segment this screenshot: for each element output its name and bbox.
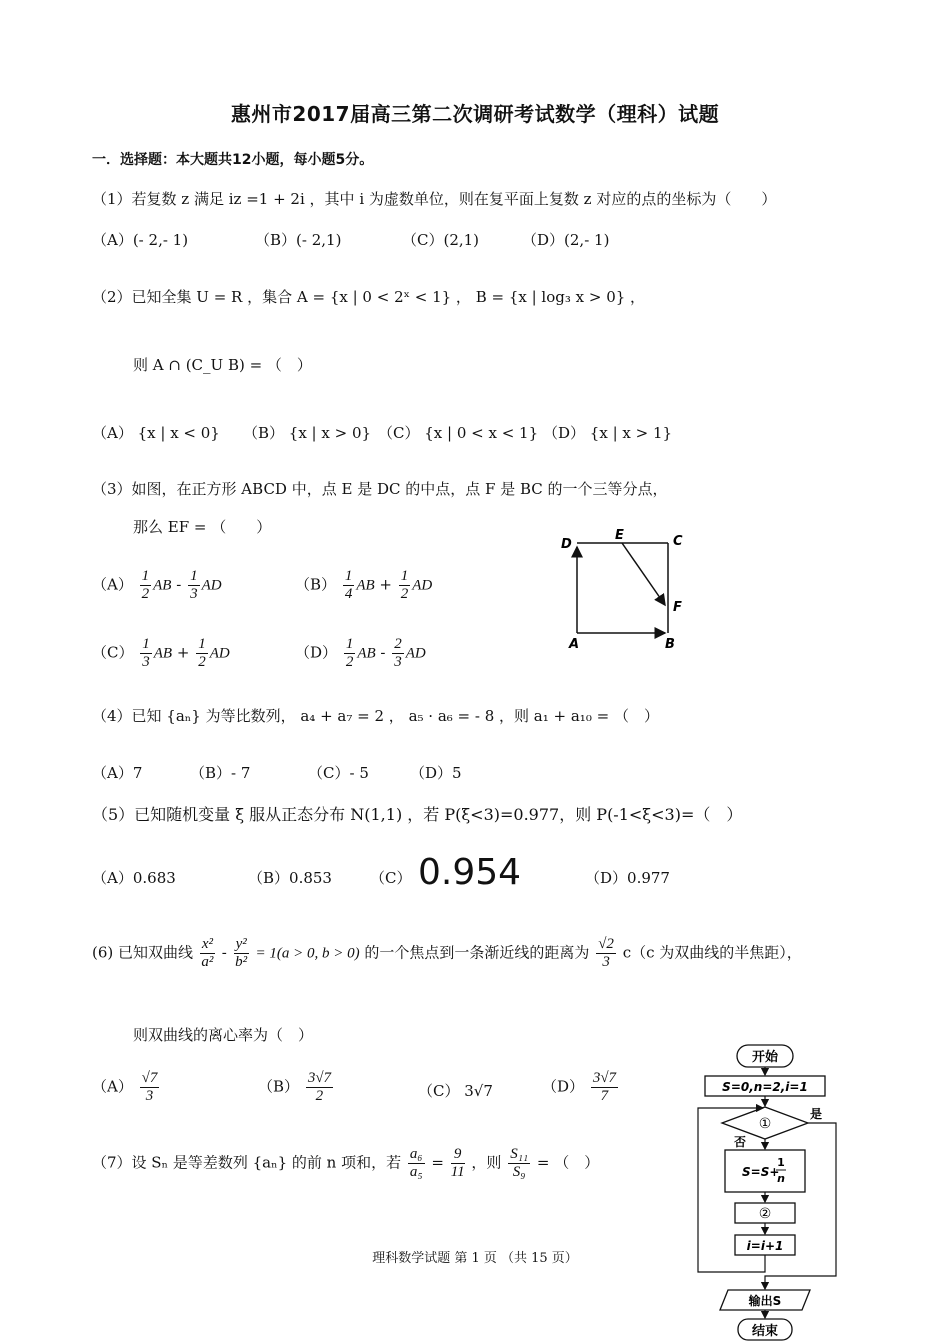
q5-option-c-label: （C） <box>370 869 412 887</box>
q7-stem: （7）设 Sₙ 是等差数列 {aₙ} 的前 n 项和，若 $\frac{\text{a₆}}{\text{a₅}}$ = $\frac{9}{11}$ ，则 $\frac{\text{S₁₁}}{\text{S₉}}$ = （ ） <box>92 1146 600 1180</box>
q6-stem-2: 则双曲线的离心率为（ ） <box>133 1026 314 1044</box>
q5-option-a: （A）0.683 <box>92 869 176 887</box>
q1-option-d: （D）(2,- 1) <box>522 231 610 249</box>
page-footer: 理科数学试题 第 1 页 （共 15 页） <box>372 1251 578 1266</box>
q6-stem-mid: 的一个焦点到一条渐近线的距离为 <box>364 943 590 962</box>
flow-init-label: S=0,n=2,i=1 <box>722 1080 808 1094</box>
q6-stem-eq: = 1(a > 0, b > 0) <box>255 945 360 962</box>
q4-option-d: （D）5 <box>410 764 462 782</box>
flowchart <box>690 1040 850 1344</box>
q5-stem: （5）已知随机变量 ξ 服从正态分布 N(1,1) ，若 P(ξ<3)=0.977，则 P(-1<ξ<3)=（ ） <box>92 805 743 824</box>
q2-stem-2: 则 A ∩ (C_U B) = （ ） <box>133 356 312 374</box>
q3-option-b-label: （B） <box>295 575 337 594</box>
square-figure <box>555 525 700 653</box>
q6-stem: (6) 已知双曲线 $\frac{\text{x²}}{\text{a²}}$ - $\frac{\text{y²}}{\text{b²}}$ = 1(a > 0, b > 0) 的一个焦点到一条渐近线的距离为 $\frac{√2}{3}$ c（c 为双曲线的半焦距）， <box>92 936 802 970</box>
label-e: E <box>615 528 624 543</box>
flow-yes-label: 是 <box>810 1107 823 1121</box>
q1-stem: （1）若复数 z 满足 iz =1 + 2i ，其中 i 为虚数单位，则在复平面上复数 z 对应的点的坐标为（ ） <box>92 190 777 208</box>
q3-option-a-label: （A） <box>92 575 133 594</box>
flow-step-frac-num: 1 <box>777 1156 785 1169</box>
q5-option-b: （B）0.853 <box>248 869 332 887</box>
q6-option-d-label: （D） <box>542 1077 585 1096</box>
label-c: C <box>673 534 683 549</box>
flow-step-2-label: ② <box>758 1206 772 1222</box>
q4-option-b: （B）- 7 <box>190 764 251 782</box>
section-heading: 一．选择题：本大题共12小题，每小题5分。 <box>92 152 374 168</box>
q3-option-d-label: （D） <box>295 643 338 662</box>
q3-option-c-label: （C） <box>92 643 134 662</box>
label-b: B <box>665 637 675 652</box>
q7-stem-post: = （ ） <box>536 1153 600 1172</box>
flow-step-increment-label: i=i+1 <box>746 1239 784 1253</box>
page-title: 惠州市2017届高三第二次调研考试数学（理科）试题 <box>230 102 720 126</box>
flow-start-label: 开始 <box>751 1050 779 1065</box>
q6-stem-pre: (6) 已知双曲线 <box>92 943 194 962</box>
q1-option-b: （B）(- 2,1) <box>255 231 342 249</box>
vector-ef <box>622 543 665 605</box>
label-d: D <box>561 537 572 552</box>
q2-option-d: （D） {x | x > 1} <box>543 424 673 442</box>
q5-option-d: （D）0.977 <box>585 869 670 887</box>
q4-stem: （4）已知 {aₙ} 为等比数列， a₄ + a₇ = 2 ， a₅ · a₆ = - 8 ，则 a₁ + a₁₀ = （ ） <box>92 707 659 725</box>
q3-option-b: （B） $\frac{1}{4}$ AB + $\frac{1}{2}$ AD <box>295 568 433 602</box>
q7-stem-pre: （7）设 Sₙ 是等差数列 {aₙ} 的前 n 项和，若 <box>92 1153 402 1172</box>
q6-option-a-label: （A） <box>92 1077 133 1096</box>
q7-stem-mid: ，则 <box>471 1153 502 1172</box>
q2-option-b: （B） {x | x > 0} <box>243 424 372 442</box>
q2-stem: （2）已知全集 U = R ，集合 A = {x | 0 < 2ˣ < 1} ， B = {x | log₃ x > 0} ， <box>92 288 646 306</box>
q2-option-c: （C） {x | 0 < x < 1} <box>378 424 539 442</box>
q6-option-a: （A） $\frac{√7}{3}$ <box>92 1070 158 1104</box>
label-a: A <box>569 637 580 652</box>
q4-option-c: （C）- 5 <box>308 764 369 782</box>
flow-no-label: 否 <box>734 1135 747 1149</box>
q1-option-a: （A）(- 2,- 1) <box>92 231 189 249</box>
q6-option-d: （D） $\frac{3√7}{7}$ <box>542 1070 617 1104</box>
q3-option-a: （A） $\frac{1}{2}$ AB - $\frac{1}{3}$ AD <box>92 568 222 602</box>
flow-step-sum-label: S=S+ <box>742 1165 780 1179</box>
q3-option-d: （D） $\frac{1}{2}$ AB - $\frac{2}{3}$ AD <box>295 636 426 670</box>
label-f: F <box>673 600 682 615</box>
flow-end-label: 结束 <box>751 1324 779 1339</box>
q5-option-c-value: 0.954 <box>418 852 522 893</box>
q1-option-c: （C）(2,1) <box>402 231 480 249</box>
q6-option-c: （C） 3√7 <box>418 1082 493 1100</box>
q6-stem-post: c（c 为双曲线的半焦距）， <box>622 943 802 962</box>
q3-stem: （3）如图，在正方形 ABCD 中，点 E 是 DC 的中点，点 F 是 BC 的一个三等分点， <box>92 480 668 498</box>
q4-option-a: （A）7 <box>92 764 143 782</box>
flow-output-label: 输出S <box>748 1294 782 1308</box>
q6-option-b: （B） $\frac{3√7}{2}$ <box>258 1070 332 1104</box>
q2-option-a: （A） {x | x < 0} <box>92 424 220 442</box>
flow-step-frac-den: n <box>777 1172 785 1185</box>
flow-condition-label: ① <box>758 1116 772 1132</box>
q3-option-c: （C） $\frac{1}{3}$ AB + $\frac{1}{2}$ AD <box>92 636 230 670</box>
q6-option-b-label: （B） <box>258 1077 300 1096</box>
q3-stem-2: 那么 EF = （ ） <box>133 518 272 536</box>
